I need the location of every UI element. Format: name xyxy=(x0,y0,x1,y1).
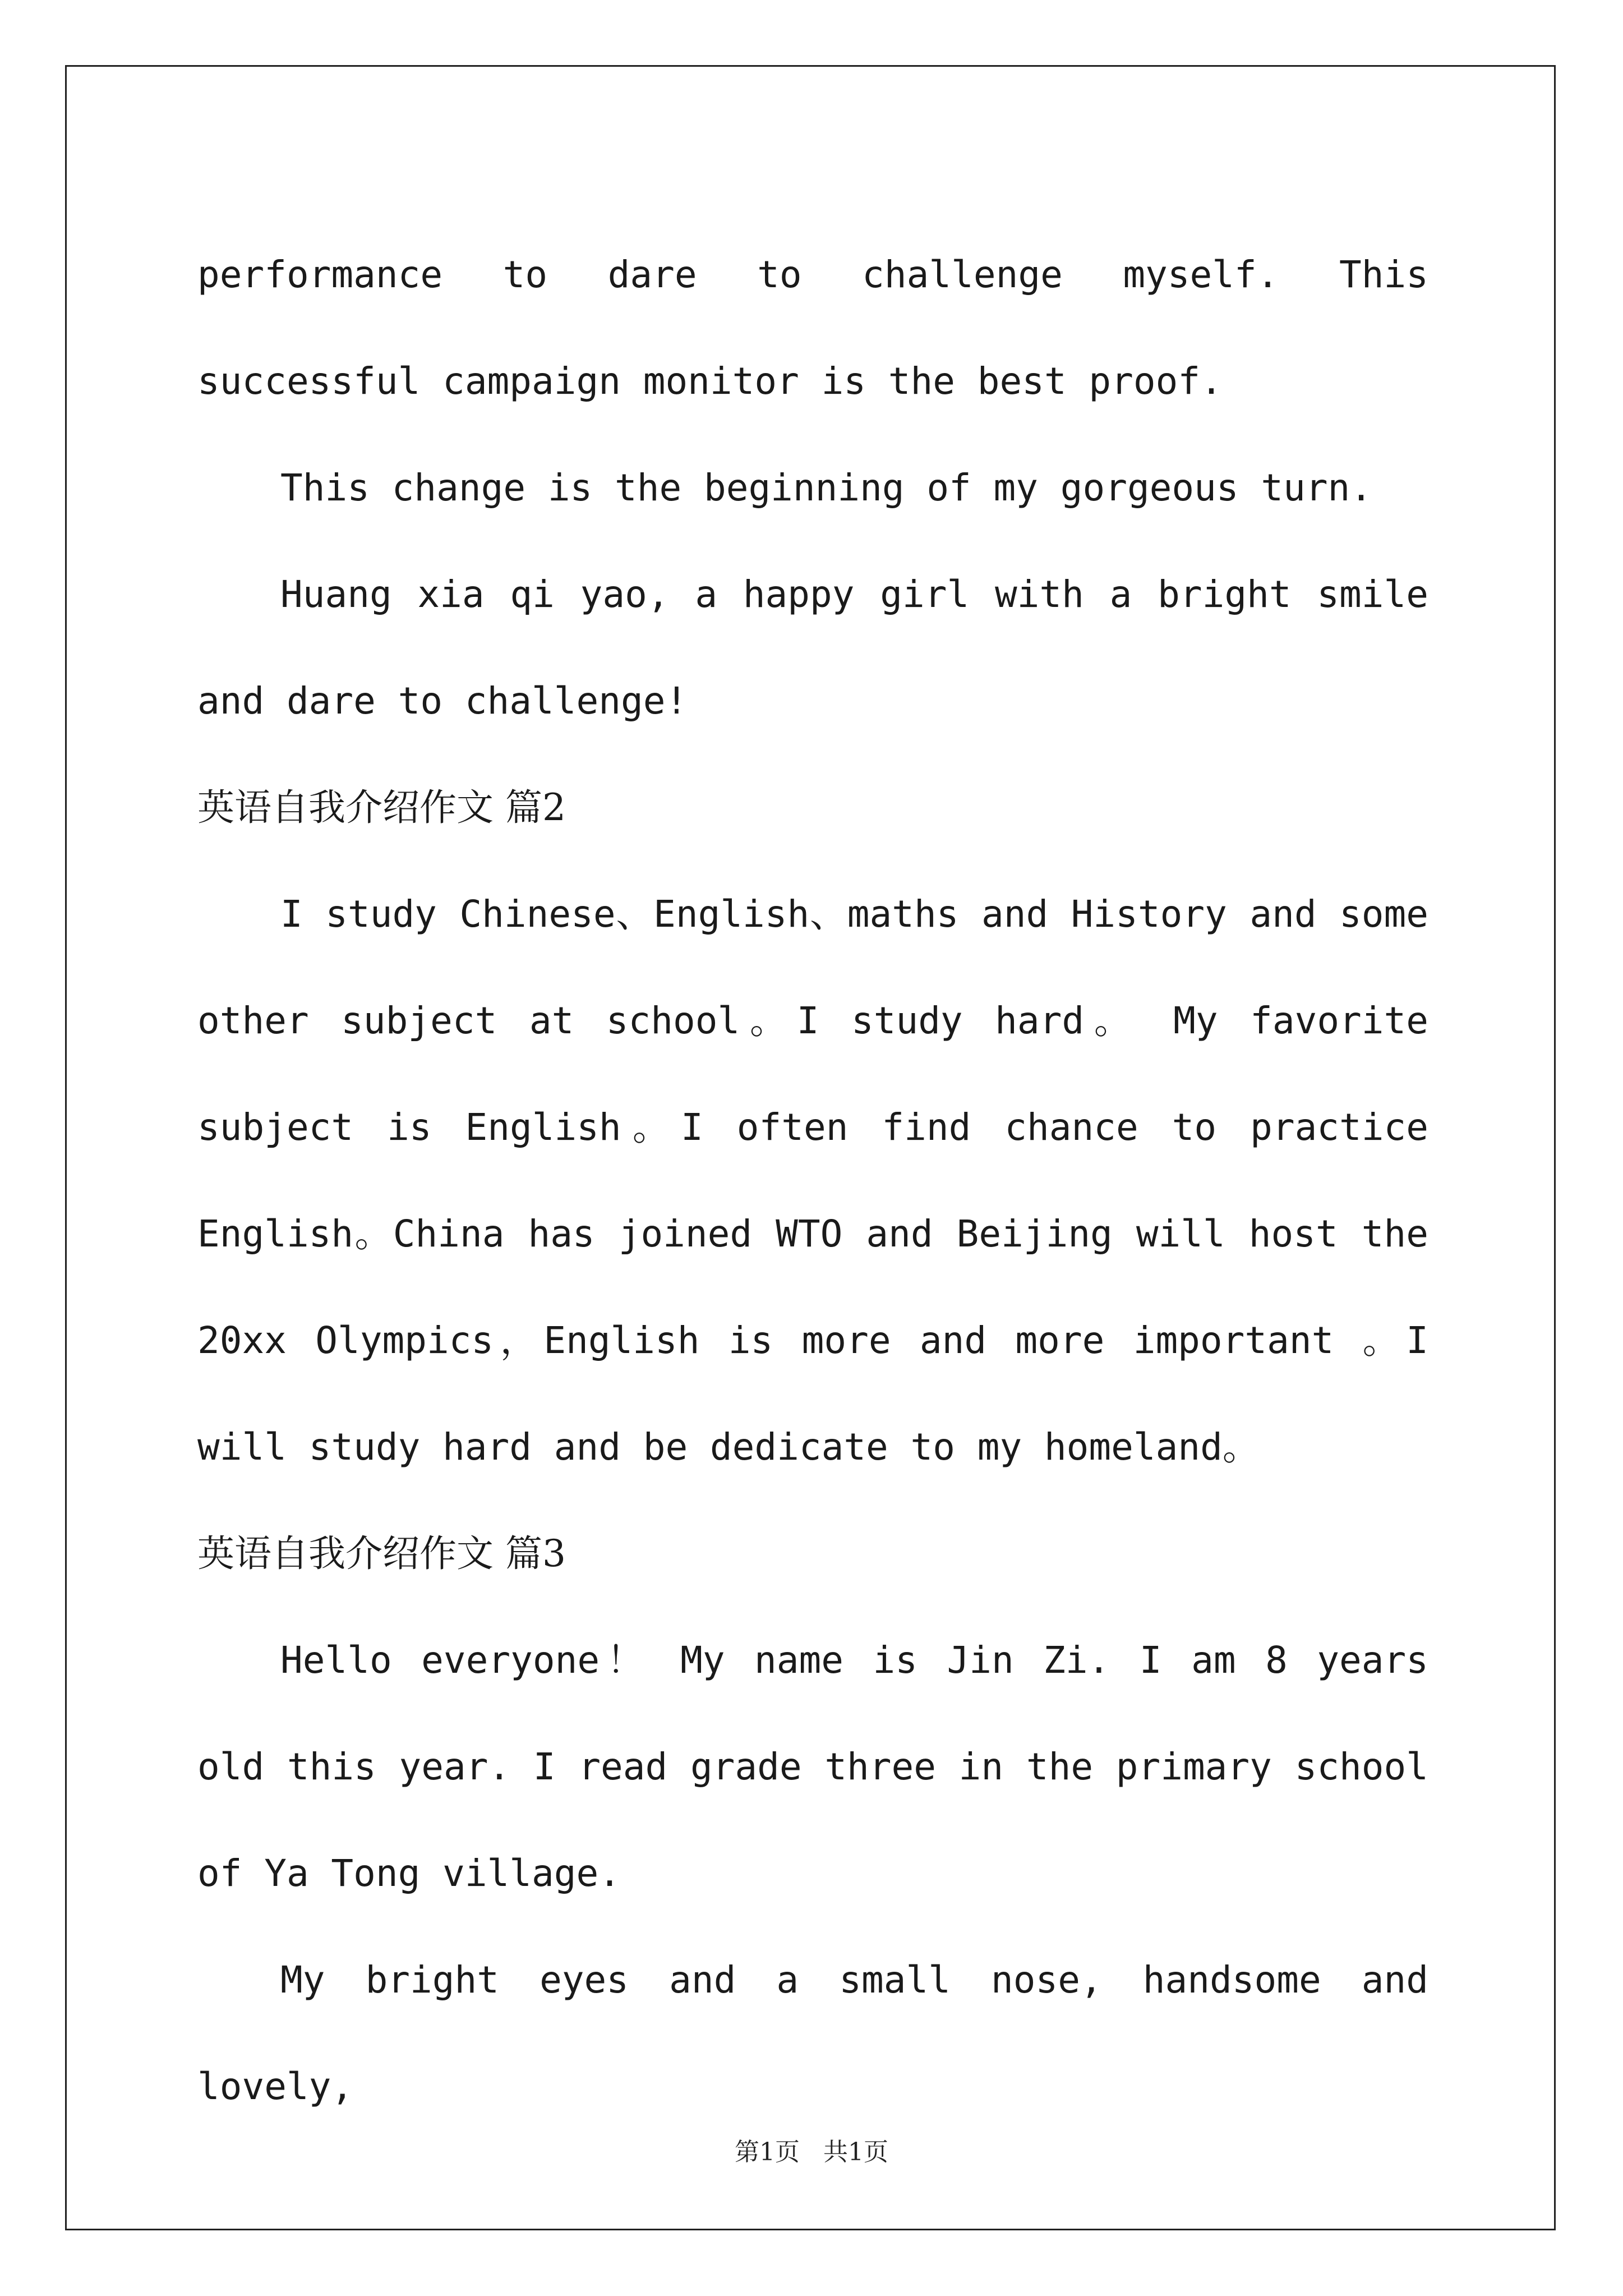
paragraph: My bright eyes and a small nose, handsome and lovely, xyxy=(197,1958,1428,2108)
page-number: 第1页 xyxy=(735,2138,800,2166)
section-heading: 英语自我介绍作文 篇3 xyxy=(197,1532,566,1575)
section-heading: 英语自我介绍作文 篇2 xyxy=(197,786,566,829)
paragraph: I study Chinese、English、maths and History and some other subject at school。I study hard。 My favorite subject is English。I often find chance to practice English。China has joined WTO and Beijing will host the 20xx Olympics，English is more and more important 。I will study hard and be dedicate to my homeland。 xyxy=(197,892,1428,1469)
footer-gap xyxy=(800,2138,823,2166)
paragraph: performance to dare to challenge myself. This successful campaign monitor is the best proof. xyxy=(197,253,1428,403)
document-body xyxy=(197,222,1428,2140)
page-footer xyxy=(0,2132,1623,2168)
paragraph: Huang xia qi yao, a happy girl with a bright smile and dare to challenge! xyxy=(197,573,1428,723)
page-total: 共1页 xyxy=(823,2138,888,2166)
paragraph: This change is the beginning of my gorgeous turn. xyxy=(280,466,1373,509)
paragraph: Hello everyone！ My name is Jin Zi. I am 8 years old this year. I read grade three in the primary school of Ya Tong village. xyxy=(197,1639,1428,1895)
